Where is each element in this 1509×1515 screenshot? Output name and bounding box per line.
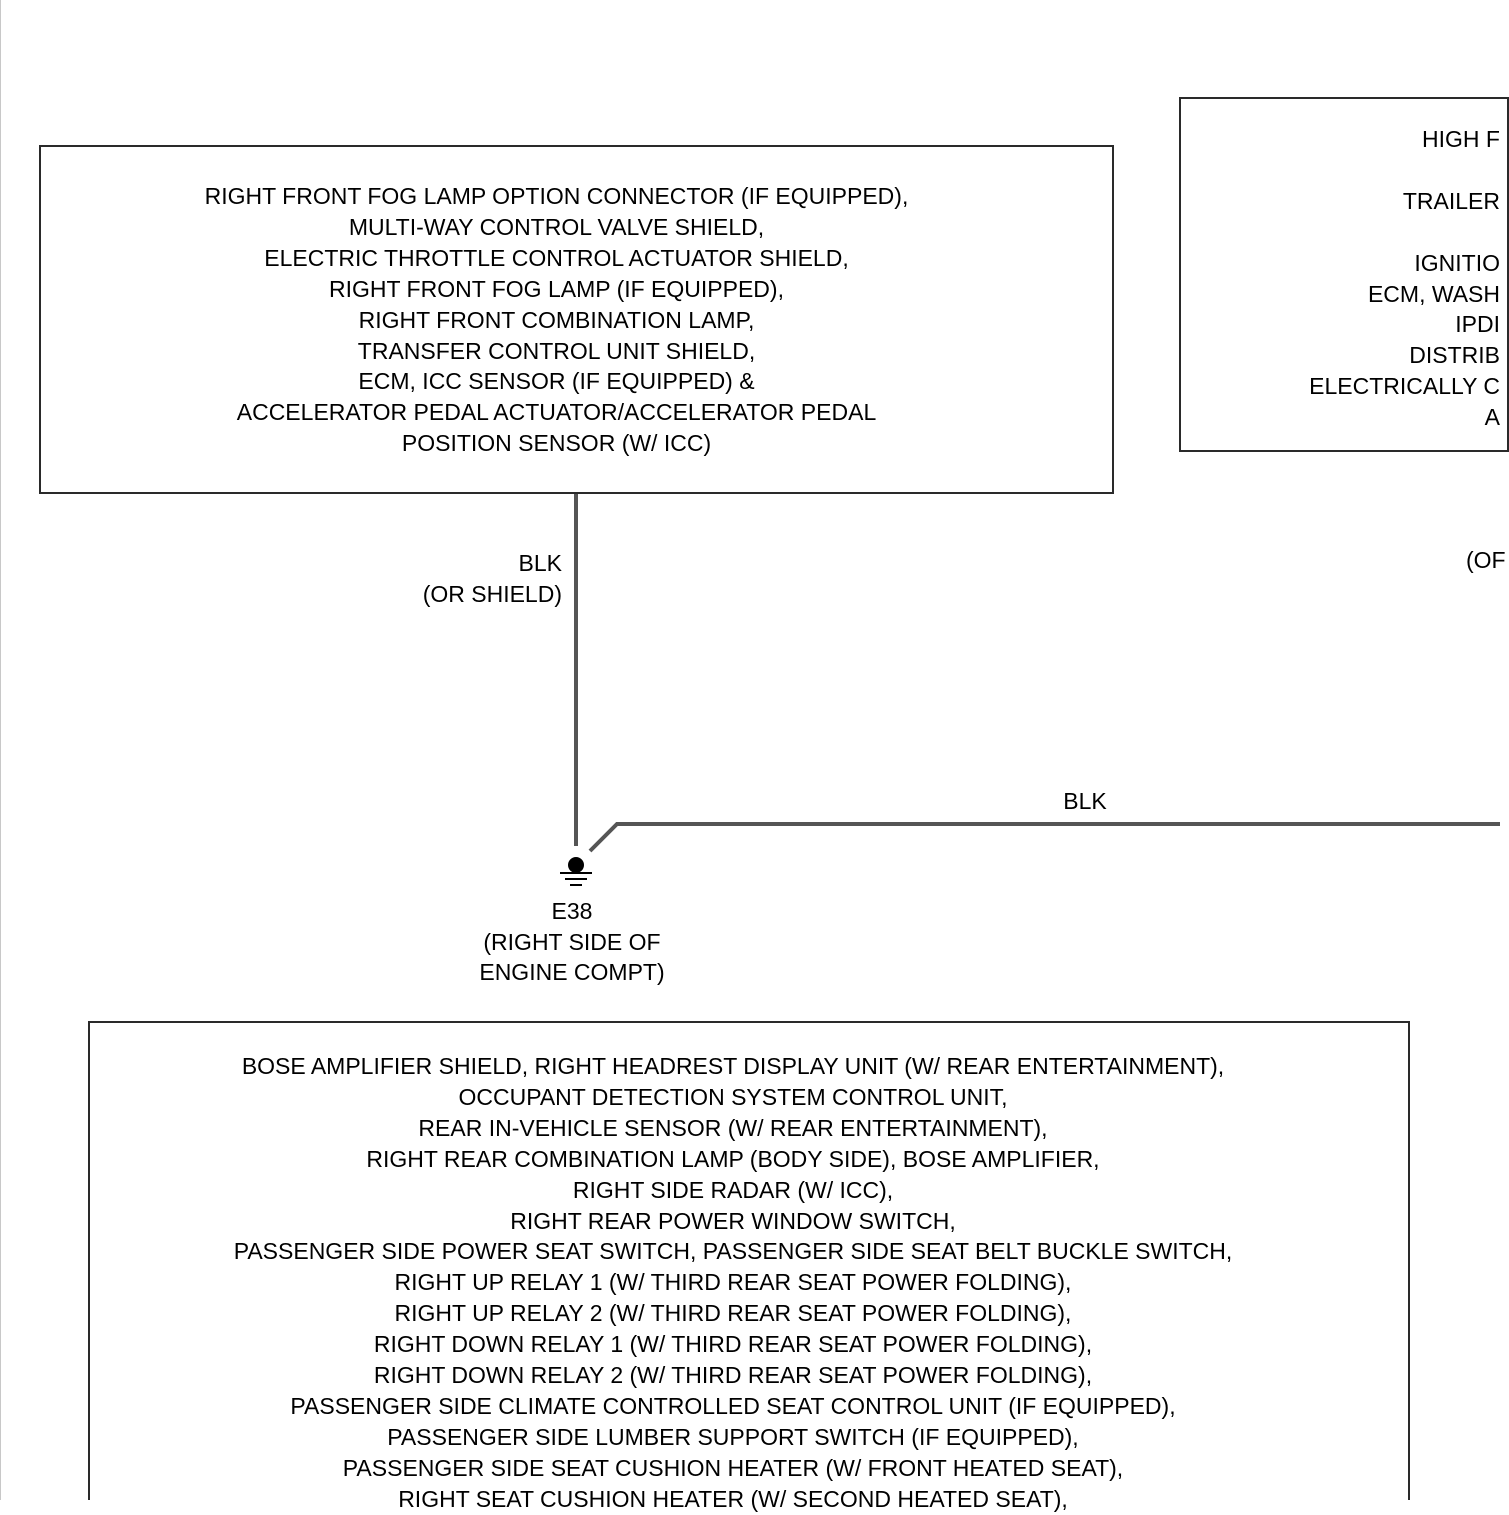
- component-line: [1200, 217, 1500, 248]
- component-line: PASSENGER SIDE SEAT CUSHION HEATER (W/ FRONT HEATED SEAT),: [342, 1454, 1124, 1481]
- component-line: RIGHT REAR COMBINATION LAMP (BODY SIDE), BOSE AMPLIFIER,: [366, 1145, 1100, 1172]
- wire-alt-label: (OR SHIELD): [422, 580, 562, 607]
- component-line: RIGHT UP RELAY 1 (W/ THIRD REAR SEAT POWER FOLDING),: [394, 1269, 1072, 1296]
- component-line: RIGHT UP RELAY 2 (W/ THIRD REAR SEAT POWER FOLDING),: [394, 1300, 1072, 1327]
- component-line: OCCUPANT DETECTION SYSTEM CONTROL UNIT,: [458, 1083, 1008, 1110]
- component-line: RIGHT SEAT CUSHION HEATER (W/ SECOND HEATED SEAT),: [398, 1485, 1068, 1512]
- ground-label: [422, 896, 722, 988]
- component-line: RIGHT REAR POWER WINDOW SWITCH,: [510, 1207, 956, 1234]
- ground-symbol-icon: [560, 857, 592, 885]
- component-line: RIGHT DOWN RELAY 1 (W/ THIRD REAR SEAT POWER FOLDING),: [373, 1331, 1093, 1358]
- component-line: RIGHT FRONT FOG LAMP OPTION CONNECTOR (IF EQUIPPED),: [204, 183, 909, 209]
- component-line: ECM, ICC SENSOR (IF EQUIPPED) &: [358, 368, 755, 395]
- component-line: RIGHT SIDE RADAR (W/ ICC),: [572, 1176, 894, 1203]
- component-line: BOSE AMPLIFIER SHIELD, RIGHT HEADREST DISPLAY UNIT (W/ REAR ENTERTAINMENT),: [241, 1053, 1225, 1079]
- wire-label-right-partial: (OF: [1466, 547, 1506, 573]
- component-line: POSITION SENSOR (W/ ICC): [401, 430, 712, 457]
- component-line: [1200, 155, 1500, 186]
- component-line: HIGH F: [1422, 126, 1500, 152]
- component-line: REAR IN-VEHICLE SENSOR (W/ REAR ENTERTAINMENT),: [418, 1114, 1048, 1141]
- wire-color-label: BLK: [518, 550, 562, 576]
- ground-location-line: (RIGHT SIDE OF: [483, 928, 661, 955]
- ground-id: E38: [551, 898, 593, 924]
- ground-location-line: ENGINE COMPT): [479, 959, 665, 985]
- component-line: TRAILER: [1402, 187, 1500, 214]
- component-line: ACCELERATOR PEDAL ACTUATOR/ACCELERATOR PEDAL: [236, 399, 877, 426]
- component-line: ECM, WASH: [1367, 280, 1500, 307]
- component-box-front-right-text: [39, 181, 1074, 459]
- component-line: RIGHT DOWN RELAY 2 (W/ THIRD REAR SEAT POWER FOLDING),: [373, 1362, 1093, 1389]
- component-line: PASSENGER SIDE CLIMATE CONTROLLED SEAT CONTROL UNIT (IF EQUIPPED),: [290, 1392, 1176, 1419]
- wire-horizontal-blk: [590, 824, 1500, 851]
- component-line: IPDI: [1455, 311, 1500, 338]
- component-line: ELECTRIC THROTTLE CONTROL ACTUATOR SHIELD,: [264, 244, 849, 271]
- component-line: IGNITIO: [1414, 249, 1500, 276]
- wire-label-vertical: [380, 548, 562, 609]
- component-line: PASSENGER SIDE POWER SEAT SWITCH, PASSENGER SIDE SEAT BELT BUCKLE SWITCH,: [233, 1238, 1233, 1265]
- component-line: PASSENGER SIDE LUMBER SUPPORT SWITCH (IF EQUIPPED),: [387, 1423, 1079, 1450]
- component-line: TRANSFER CONTROL UNIT SHIELD,: [357, 337, 756, 364]
- component-line: RIGHT FRONT COMBINATION LAMP,: [358, 306, 755, 333]
- component-box-rear-right-text: [88, 1051, 1378, 1512]
- component-line: A: [1484, 404, 1500, 431]
- component-line: ELECTRICALLY C: [1309, 373, 1500, 400]
- component-line: MULTI-WAY CONTROL VALVE SHIELD,: [348, 213, 765, 240]
- component-box-top-right-text: [1200, 124, 1500, 433]
- component-line: RIGHT FRONT FOG LAMP (IF EQUIPPED),: [329, 275, 784, 302]
- component-line: DISTRIB: [1409, 342, 1500, 369]
- wire-label-horizontal: BLK: [1063, 788, 1107, 814]
